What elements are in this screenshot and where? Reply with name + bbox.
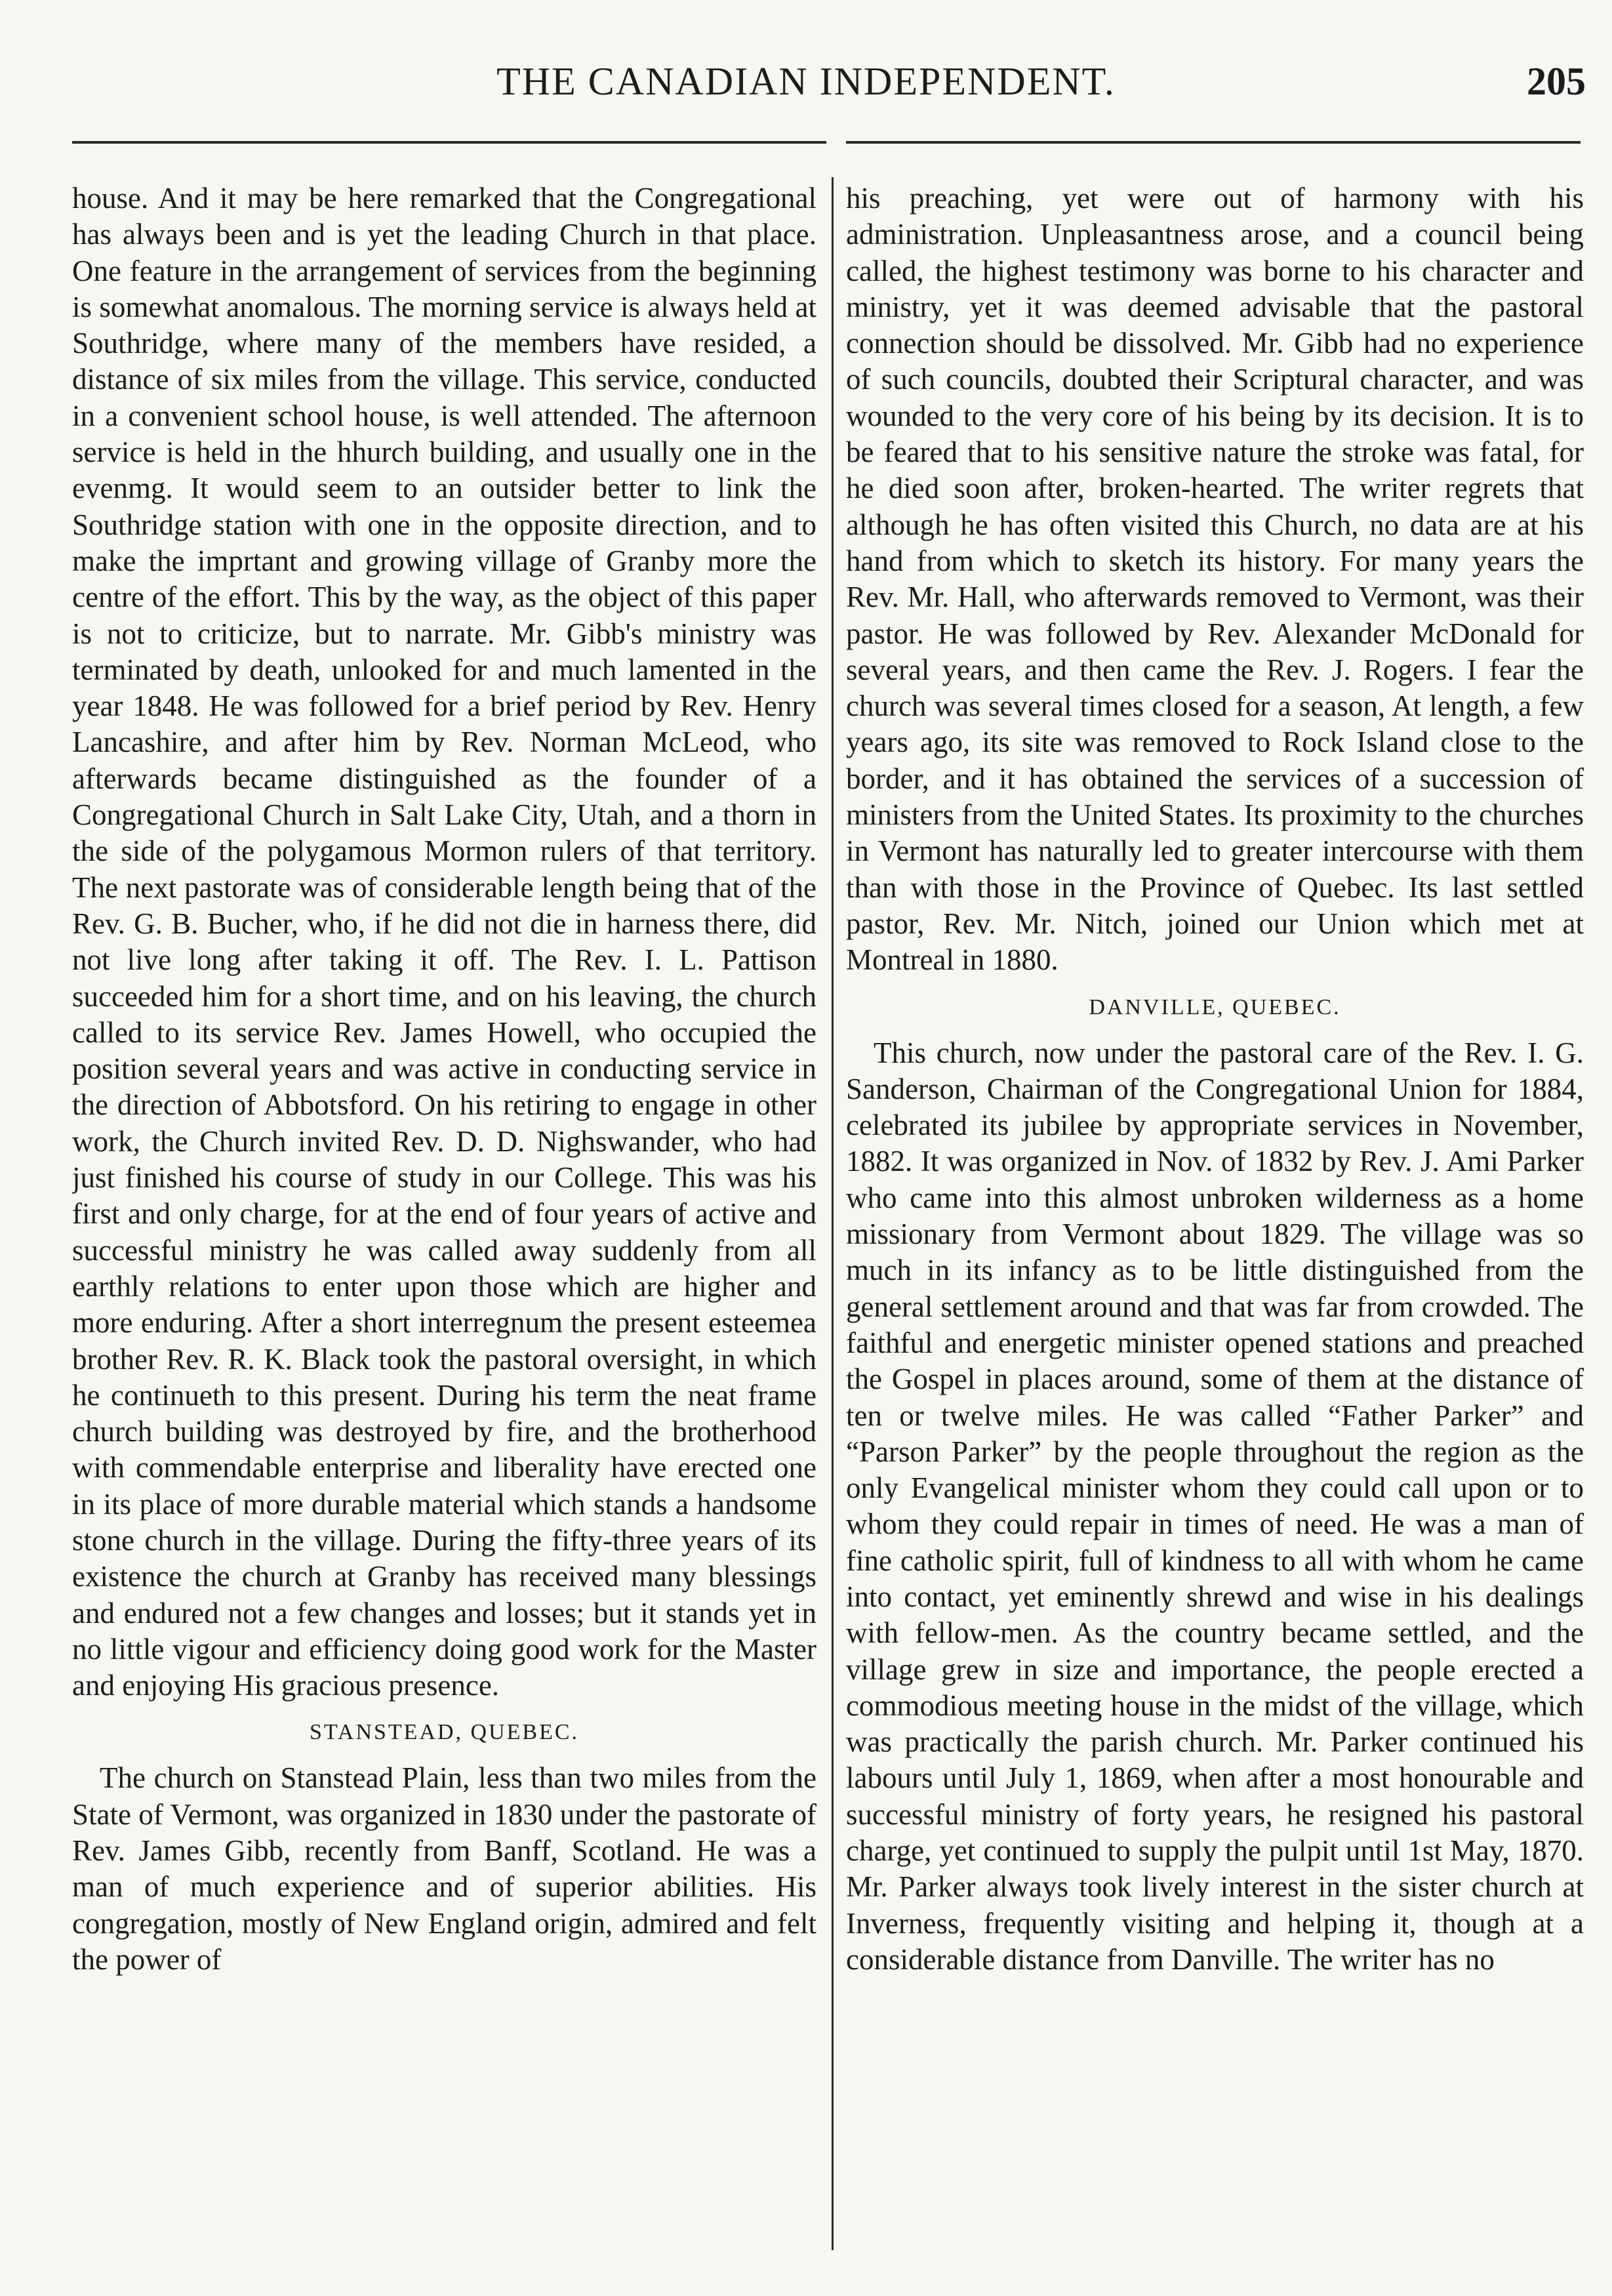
granby-continuation-paragraph: house. And it may be here remarked that the Congregational has always been and is yet the leading Church in that place. One feature in the arrangement of services from the beginning is somewhat anomalous. The morning service is always held at Southridge, where many of the members have resided, a distance of six miles from the village. This service, conducted in a convenient school house, is well attended. The afternoon service is held in the hhurch building, and usually one in the evenmg. It would seem to an outsider better to link the Southridge station with one in the opposite direction, and to make the imprtant and growing village of Granby more the centre of the effort. This by the way, as the object of this paper is not to criticize, but to narrate. Mr. Gibb's ministry was terminated by death, unlooked for and much lamented in the year 1848. He was followed for a brief period by Rev. Henry Lancashire, and after him by Rev. Norman McLeod, who afterwards became distinguished as the founder of a Congregational Church in Salt Lake City, Utah, and a thorn in the side of the polygamous Mormon rulers of that territory. The next pastorate was of considerable length being that of the Rev. G. B. Bucher, who, if he did not die in harness there, did not live long after taking it off. The Rev. I. L. Pattison succeeded him for a short time, and on his leaving, the church called to its service Rev. James Howell, who occupied the position several years and was active in conducting service in the direction of Abbotsford. On his retiring to engage in other work, the Church invited Rev. D. D. Nighswander, who had just finished his course of study in our College. This was his first and only charge, for at the end of four years of active and successful ministry he was called away suddenly from all earthly relations to enter upon those which are higher and more enduring. After a short interregnum the present esteemea brother Rev. R. K. Black took the pastoral oversight, in which he continueth to this present. During his term the neat frame church building was destroyed by fire, and the brotherhood with commendable enterprise and liberality have erected one in its place of more durable material which stands a handsome stone church in the village. During the fifty-three years of its existence the church at Granby has received many blessings and endured not a few changes and losses; but it stands yet in no little vigour and efficiency doing good work for the Master and enjoying His gracious presence. bbox=[72, 182, 816, 1702]
page-number: 205 bbox=[1527, 60, 1586, 103]
stanstead-continuation-paragraph: his preaching, yet were out of harmony with his administration. Unpleasantness arose, and a council being called, the highest testimony was borne to his character and ministry, yet it was deemed advisable that the pastoral connection should be dissolved. Mr. Gibb had no experience of such councils, doubted their Scriptural character, and was wounded to the very core of his being by its decision. It is to be feared that to his sensitive nature the stroke was fatal, for he died soon after, broken-hearted. The writer regrets that although he has often visited this Church, no data are at his hand from which to sketch its history. For many years the Rev. Mr. Hall, who afterwards removed to Vermont, was their pastor. He was followed by Rev. Alexander McDonald for several years, and then came the Rev. J. Rogers. I fear the church was several times closed for a season, At length, a few years ago, its site was removed to Rock Island close to the border, and it has obtained the services of a succession of ministers from the United States. Its proximity to the churches in Vermont has naturally led to greater intercourse with them than with those in the Province of Quebec. Its last settled pastor, Rev. Mr. Nitch, joined our Union which met at Montreal in 1880. bbox=[846, 182, 1584, 977]
stanstead-heading: STANSTEAD, QUEBEC. bbox=[309, 1720, 580, 1745]
left-column bbox=[72, 180, 816, 2266]
column-divider bbox=[832, 177, 834, 2250]
header-rule-left bbox=[72, 141, 826, 144]
danville-heading: DANVILLE, QUEBEC. bbox=[1089, 994, 1341, 1019]
page-header bbox=[0, 0, 1612, 131]
running-title: THE CANADIAN INDEPENDENT. bbox=[496, 60, 1116, 103]
header-rule-right bbox=[846, 141, 1581, 144]
danville-paragraph: This church, now under the pastoral care of the Rev. I. G. Sanderson, Chairman of the Congregational Union for 1884, celebrated its jubilee by appropriate services in November, 1882. It was organized in Nov. of 1832 by Rev. J. Ami Parker who came into this almost unbroken wilderness as a home missionary from Vermont about 1829. The village was so much in its infancy as to be little distinguished from the general settlement around and that was far from crowded. The faithful and energetic minister opened stations and preached the Gospel in places around, some of them at the distance of ten or twelve miles. He was called “Father Parker” and “Parson Parker” by the people throughout the region as the only Evangelical minister whom they could call upon or to whom they could repair in times of need. He was a man of fine catholic spirit, full of kindness to all with whom he came into contact, yet eminently shrewd and wise in his dealings with fellow-men. As the country became settled, and the village grew in size and importance, the people erected a commodious meeting house in the midst of the village, which was practically the parish church. Mr. Parker continued his labours until July 1, 1869, when after a most honourable and successful ministry of forty years, he resigned his pastoral charge, yet continued to supply the pulpit until 1st May, 1870. Mr. Parker always took lively interest in the sister church at Inverness, frequently visiting and helping it, though at a considerable distance from Danville. The writer has no bbox=[846, 1036, 1584, 1976]
stanstead-paragraph: The church on Stanstead Plain, less than two miles from the State of Vermont, was organized in 1830 under the pastorate of Rev. James Gibb, recently from Banff, Scotland. He was a man of much experience and of superior abilities. His congregation, mostly of New England origin, admired and felt the power of bbox=[72, 1761, 816, 1976]
right-column bbox=[846, 180, 1584, 2266]
